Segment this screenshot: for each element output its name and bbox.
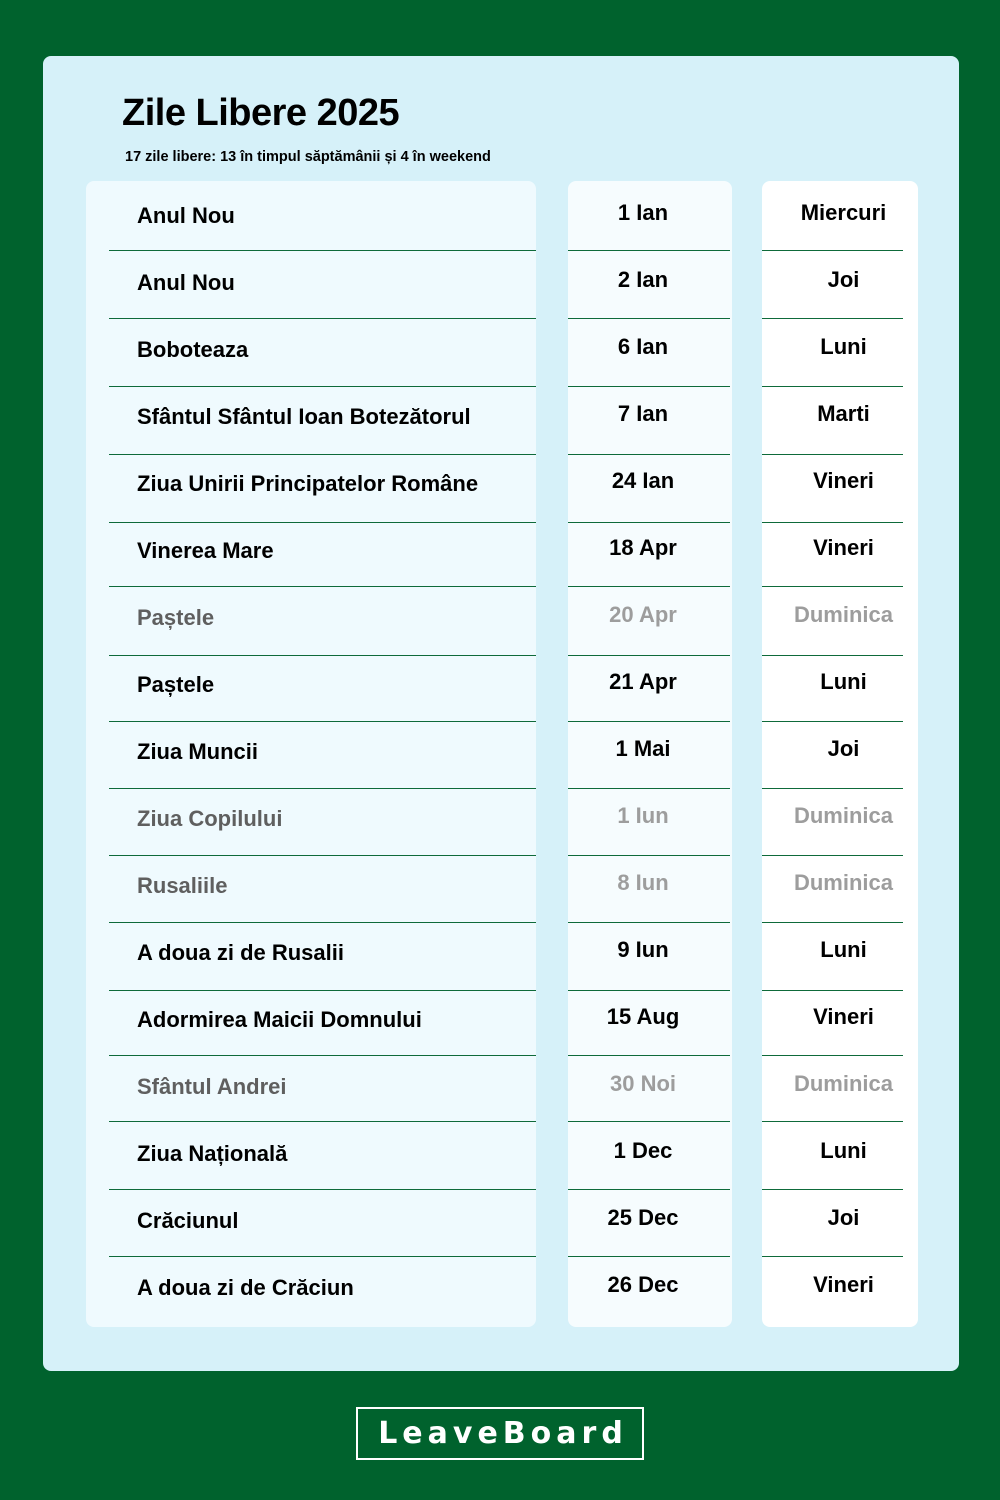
row-divider (109, 990, 536, 991)
row-divider (568, 922, 730, 923)
row-divider (762, 1055, 903, 1056)
holiday-weekday: Joi (827, 736, 860, 761)
holiday-name: Boboteaza (137, 337, 249, 362)
row-divider (109, 1121, 536, 1122)
row-divider (109, 1189, 536, 1190)
holiday-weekday: Duminica (793, 870, 894, 895)
holiday-name: Anul Nou (137, 203, 235, 228)
holiday-weekday: Duminica (793, 803, 894, 828)
row-divider (109, 855, 536, 856)
row-divider (109, 1256, 536, 1257)
holiday-date: 8 Iun (617, 870, 669, 895)
holiday-name: Anul Nou (137, 270, 235, 295)
holiday-weekday: Luni (820, 669, 867, 694)
row-divider (568, 655, 730, 656)
leaveboard-logo: LeaveBoard (356, 1407, 644, 1460)
holiday-name: A doua zi de Crăciun (137, 1275, 354, 1300)
row-divider (762, 721, 903, 722)
holiday-date: 18 Apr (609, 535, 677, 560)
row-divider (109, 522, 536, 523)
row-divider (762, 318, 903, 319)
holiday-date: 7 Ian (617, 401, 669, 426)
row-divider (568, 1121, 730, 1122)
row-divider (568, 788, 730, 789)
row-divider (109, 788, 536, 789)
row-divider (762, 1121, 903, 1122)
holiday-weekday: Joi (827, 267, 860, 292)
row-divider (568, 1256, 730, 1257)
row-divider (762, 586, 903, 587)
holiday-date: 26 Dec (607, 1272, 679, 1297)
holiday-date: 25 Dec (607, 1205, 679, 1230)
row-divider (109, 1055, 536, 1056)
row-divider (762, 522, 903, 523)
holiday-date: 24 Ian (611, 468, 675, 493)
holiday-weekday: Vineri (813, 1004, 874, 1029)
holiday-date: 6 Ian (617, 334, 669, 359)
holiday-name: A doua zi de Rusalii (137, 940, 344, 965)
holiday-date: 30 Noi (609, 1071, 677, 1096)
holiday-name: Adormirea Maicii Domnului (137, 1007, 422, 1032)
holiday-name: Paștele (137, 672, 215, 697)
holiday-date: 1 Mai (615, 736, 671, 761)
row-divider (109, 454, 536, 455)
holiday-name: Sfântul Andrei (137, 1074, 287, 1099)
holiday-name: Sfântul Sfântul Ioan Botezătorul (137, 404, 471, 429)
row-divider (762, 386, 903, 387)
holiday-date: 1 Iun (617, 803, 669, 828)
holiday-date: 9 Iun (617, 937, 669, 962)
row-divider (568, 250, 730, 251)
holiday-date: 21 Apr (609, 669, 677, 694)
holiday-weekday: Luni (820, 937, 867, 962)
holiday-name: Rusaliile (137, 873, 228, 898)
row-divider (568, 1055, 730, 1056)
holiday-weekday: Luni (820, 1138, 867, 1163)
holiday-name: Ziua Națională (137, 1141, 288, 1166)
holiday-weekday: Vineri (813, 468, 874, 493)
holiday-weekday: Duminica (793, 1071, 894, 1096)
row-divider (762, 1189, 903, 1190)
holiday-name: Vinerea Mare (137, 538, 274, 563)
holiday-date: 20 Apr (609, 602, 677, 627)
holiday-weekday: Vineri (813, 535, 874, 560)
row-divider (568, 586, 730, 587)
row-divider (762, 855, 903, 856)
row-divider (109, 250, 536, 251)
row-divider (762, 454, 903, 455)
holiday-weekday: Marti (817, 401, 870, 426)
holiday-weekday: Vineri (813, 1272, 874, 1297)
row-divider (568, 990, 730, 991)
row-divider (762, 655, 903, 656)
holiday-date: 1 Dec (613, 1138, 673, 1163)
row-divider (109, 922, 536, 923)
holiday-name: Ziua Copilului (137, 806, 283, 831)
row-divider (109, 318, 536, 319)
row-divider (109, 655, 536, 656)
holiday-name: Ziua Unirii Principatelor Române (137, 471, 479, 496)
holiday-date: 2 Ian (617, 267, 669, 292)
page-subtitle: 17 zile libere: 13 în timpul săptămânii și 4 în weekend (125, 149, 491, 165)
holiday-date: 15 Aug (606, 1004, 680, 1029)
holiday-name: Ziua Muncii (137, 739, 258, 764)
row-divider (109, 586, 536, 587)
holiday-weekday: Miercuri (800, 200, 887, 225)
row-divider (762, 250, 903, 251)
row-divider (568, 855, 730, 856)
row-divider (568, 522, 730, 523)
row-divider (109, 721, 536, 722)
page-title: Zile Libere 2025 (122, 92, 400, 134)
row-divider (762, 788, 903, 789)
holiday-weekday: Joi (827, 1205, 860, 1230)
holiday-name: Crăciunul (137, 1208, 239, 1233)
row-divider (568, 386, 730, 387)
holiday-weekday: Luni (820, 334, 867, 359)
row-divider (762, 990, 903, 991)
holiday-name: Paștele (137, 605, 215, 630)
row-divider (109, 386, 536, 387)
row-divider (762, 922, 903, 923)
holiday-weekday: Duminica (793, 602, 894, 627)
row-divider (568, 318, 730, 319)
holiday-date: 1 Ian (617, 200, 669, 225)
row-divider (568, 1189, 730, 1190)
row-divider (568, 721, 730, 722)
row-divider (762, 1256, 903, 1257)
row-divider (568, 454, 730, 455)
